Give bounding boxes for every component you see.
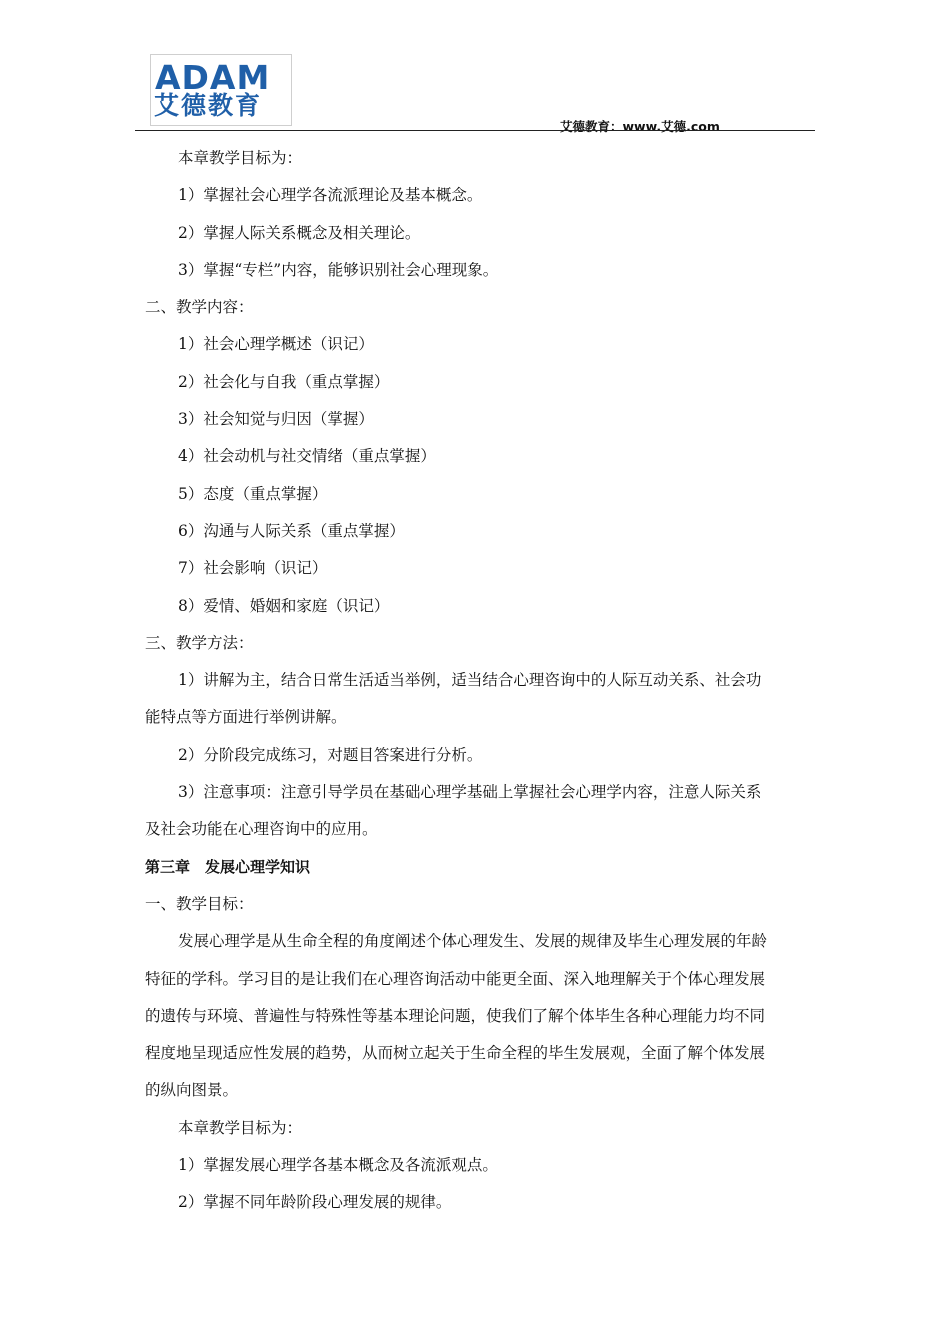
paragraph: 的纵向图景。: [145, 1081, 239, 1100]
paragraph: 1）掌握社会心理学各流派理论及基本概念。: [178, 186, 483, 205]
paragraph: 程度地呈现适应性发展的趋势，从而树立起关于生命全程的毕生发展观，全面了解个体发展: [145, 1044, 766, 1063]
paragraph: 二、教学内容：: [145, 298, 254, 317]
company-logo: [150, 54, 292, 126]
chapter-heading: 第三章 发展心理学知识: [145, 857, 311, 876]
paragraph: 本章教学目标为：: [178, 149, 303, 167]
paragraph: 1）掌握发展心理学各基本概念及各流派观点。: [178, 1156, 498, 1175]
paragraph: 3）注意事项：注意引导学员在基础心理学基础上掌握社会心理学内容，注意人际关系: [178, 783, 762, 802]
paragraph: 6）沟通与人际关系（重点掌握）: [178, 521, 405, 540]
paragraph: 2）掌握人际关系概念及相关理论。: [178, 223, 421, 242]
paragraph: 1）社会心理学概述（识记）: [178, 335, 374, 354]
paragraph: 发展心理学是从生命全程的角度阐述个体心理发生、发展的规律及毕生心理发展的年龄: [178, 932, 768, 951]
paragraph: 一、教学目标：: [145, 894, 254, 913]
paragraph: 2）分阶段完成练习，对题目答案进行分析。: [178, 745, 483, 764]
header-divider: [135, 130, 815, 131]
paragraph: 及社会功能在心理咨询中的应用。: [145, 820, 378, 839]
paragraph: 5）态度（重点掌握）: [178, 484, 328, 503]
paragraph: 3）社会知觉与归因（掌握）: [178, 410, 374, 429]
logo-chinese-text: 艾德教育: [154, 91, 263, 120]
paragraph: 3）掌握“专栏”内容，能够识别社会心理现象。: [178, 260, 499, 279]
paragraph: 本章教学目标为：: [178, 1118, 303, 1137]
paragraph: 三、教学方法：: [145, 633, 254, 652]
paragraph: 1）讲解为主，结合日常生活适当举例，适当结合心理咨询中的人际互动关系、社会功: [178, 671, 762, 690]
logo-latin-text: ADAM: [155, 58, 271, 97]
paragraph: 7）社会影响（识记）: [178, 559, 328, 578]
paragraph: 能特点等方面进行举例讲解。: [145, 708, 347, 727]
paragraph: 2）社会化与自我（重点掌握）: [178, 372, 390, 391]
paragraph: 2）掌握不同年龄阶段心理发展的规律。: [178, 1193, 452, 1212]
paragraph: 的遗传与环境、普遍性与特殊性等基本理论问题，使我们了解个体毕生各种心理能力均不同: [145, 1006, 766, 1025]
paragraph: 特征的学科。学习目的是让我们在心理咨询活动中能更全面、深入地理解关于个体心理发展: [145, 969, 766, 988]
paragraph: 8）爱情、婚姻和家庭（识记）: [178, 596, 390, 615]
document-body: [145, 140, 813, 1222]
header-site-text: 艾德教育：www.艾德.com: [560, 119, 720, 134]
paragraph: 4）社会动机与社交情绪（重点掌握）: [178, 447, 436, 466]
